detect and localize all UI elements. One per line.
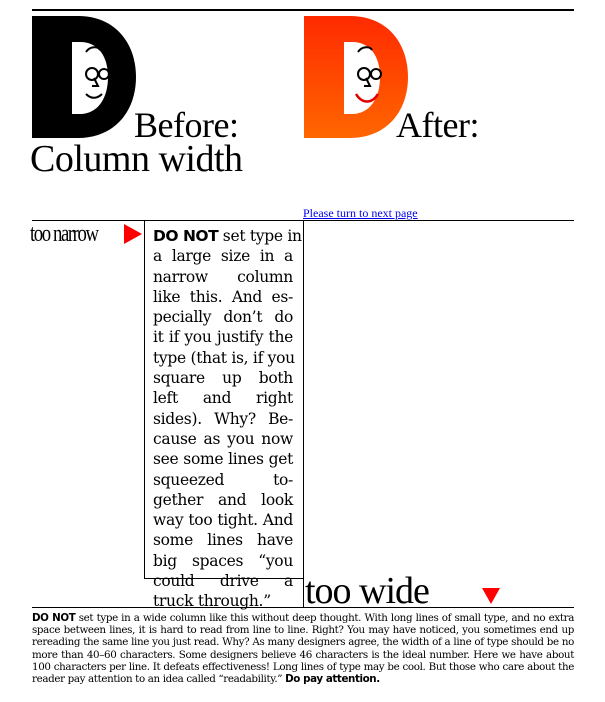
narrow-line: see some lines get [153,450,293,469]
heading-before: Before: [134,105,239,145]
triangle-down-icon [481,587,501,605]
narrow-line: type (that is, if you [153,348,295,367]
before-d-illustration [28,14,138,140]
after-d-letter [304,16,408,138]
narrow-line: squeezed to- [153,470,293,489]
narrow-line: some lines have [153,531,293,550]
narrow-line: left and right [153,389,293,408]
narrow-column-left-rule [144,221,145,579]
narrow-line: a large size in a [153,247,293,266]
narrow-line: could drive a [153,572,293,591]
wide-column-text [32,612,574,685]
narrow-column-right-rule [303,221,304,607]
wide-tail: Do pay attention. [285,673,380,686]
narrow-column-text [153,226,302,612]
narrow-line: DO NOT set type in [153,227,302,245]
narrow-line: gether and look [153,490,293,509]
too-wide-label: too wide [305,570,429,612]
wide-lead: DO NOT [32,612,76,624]
narrow-line: square up both [153,369,293,388]
narrow-line: way too tight. And [153,511,293,530]
before-d-letter [32,16,136,138]
heading-column-width: Column width [30,138,243,180]
wide-body: set type in a wide column like this without deep thought. With long lines of small type, and no extra space between lines, it is hard to read from line to line. Right? You may have noticed, you sometimes end up rereading the same line you just read. Why? As many designers agree, the width of a line of type should be no more than 40–60 characters. Some designers believe 46 characters is the ideal number. Here we have about 100 characters per line. It defeats effectiveness! Long lines of type may be cool. But those who care about the reader pay attention to an idea called “readability.” [32,612,574,686]
next-page-link[interactable]: Please turn to next page [303,206,418,220]
narrow-line: sides). Why? Be- [153,409,293,428]
narrow-line: truck through.” [153,592,271,611]
narrow-line: cause as you now [153,429,293,448]
narrow-line: like this. And es- [153,287,293,306]
wide-section-rule [32,607,574,608]
top-rule [32,9,574,11]
narrow-lead: DO NOT [153,227,219,245]
after-d-illustration [300,14,410,140]
narrow-line: big spaces “you [153,551,293,570]
narrow-line: it if you justify the [153,328,293,347]
narrow-line: narrow column [153,267,293,286]
heading-after: After: [396,105,479,145]
too-narrow-label: too narrow [30,221,98,247]
triangle-right-icon [123,223,143,245]
narrow-line: pecially don’t do [153,308,293,327]
